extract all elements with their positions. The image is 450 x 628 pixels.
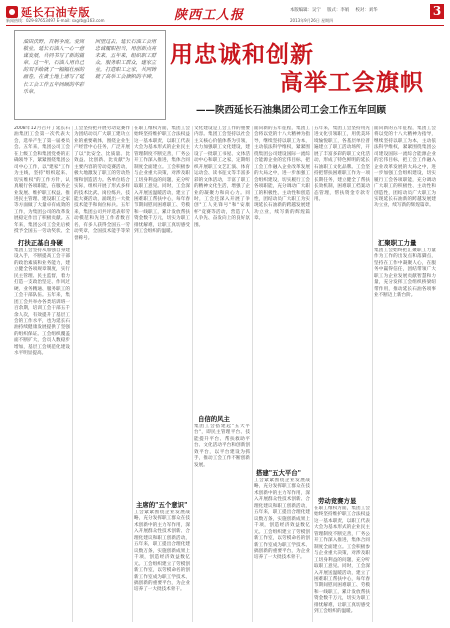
subhead-2: 主席的"五个意识" [136,501,188,509]
subhead-1: 打扶正基自身硬 [18,239,63,247]
subhead-3: 自信的风主 [198,415,230,423]
article-column-5b: 工会紧紧围绕企业发展战略，充分发挥职工群众在技术创新中的主力军作用，深入开展群众性技术创新、合理化建议和职工创新活动，五年来，职工提出合理化建议数万条，实施创新成果上千项，创造经济效益数亿元。工会组织建立了劳模创新工作室，以劳模命名的创新工作室成为职工学技术、搞创新的重要平台，为企业培养了一大批技术骨干。 [254,478,310,561]
headline-line-2: 高举工会旗帜 [280,69,424,96]
article-column-3: 在职工维权方面，集团工会始终坚持维护职工合法权益这一基本职责，以职工代表大会为基本形式的企业民主管理制度不断完善，厂务公开工作深入推进，集体合同制度全面建立。工会积极参与企业重大决策，对涉及职工切身利益的问题，充分听取职工意见。同时，工会深入开展送温暖活动，建立了困难职工帮扶中心，每年春节期间慰问困难职工、劳模和一线职工，累计发放帮扶资金数千万元，切实为职工排忧解难，让职工真切感受到工会组织的温暖。 [134,126,190,235]
article-column-1: 2008年12月召开了延长石油集团工会第一次代表大会，选举产生了第一届委员会。五年来，集团公司工会在上级工会和集团党委的正确领导下，紧紧围绕集团公司中心工作，以"建家"工作为主线，坚持"组织起来、切实维权"的工作方针，认真履行各项职能，在服务企业发展、维护职工权益、推进民主管理、建设职工之家等方面做了大量卓有成效的工作，为集团公司的改革发展稳定作出了积极贡献。五年来，集团公司工会先后被授予全国五一劳动奖状、全 [14,126,70,234]
article-column-6: 五年来，集团工会坚持用先进文化引领职工，用优美环境愉悦职工，各基层单位普遍建立了职工活动场所，开展了丰富多彩的职工文化活动，形成了特色鲜明的延长石油职工文化品牌。工会坚持把帮扶困难职工作为一项长期任务，建立健全了帮扶长效机制，困难职工档案动态管理，帮扶资金专款专用。 [314,126,370,202]
headline-subtitle: ——陕西延长石油集团公司工会工作五年回顾 [196,105,387,116]
subhead-5: 劳动竞赛方显 [318,497,357,505]
article-column-4: 文化建设是工会工作的重要内容。集团工会坚持以社会主义核心价值体系为引领，大力加强职工文化建设，建设了一批职工书屋、文体活动中心和职工之家，定期组织开展职工文艺汇演、体育运动会、读书征文等丰富多彩的文体活动，丰富了职工的精神文化生活，增强了企业的凝聚力和向心力。同时，工会还深入开展了争创"工人先锋号"和"安康杯"竞赛等活动，营造了人人争先、奋发向上的良好氛围。 [194,126,250,228]
article-column-5: 面向新的五年征程，集团工会将以党的十八大精神为指导，继续坚持以职工为本，主动依法科学维权，紧紧围绕集团公司建设国际一流综合能源企业的宏伟目标，把工会工作融入企业改革发展的大局之中，进一步加强工会组织建设，切实履行工会各项职能，充分调动广大职工的积极性、主动性和创造性，团结动员广大职工为实现延长石油新的跨越发展建功立业，续写新的辉煌篇章。 [254,126,310,222]
article-column-1b: 集团工会坚持从加强自身建设入手，不断提高工会干部的政治素质和业务能力，建立健全各项规章制度，实行民主管理、民主监督，着力打造一支政治坚定、作风过硬、业务精通、服务职工的工会干部队伍。五年来，集团工会共举办各类培训班一百余期，培训工会干部五千余人次，有效提升了基层工会的工作水平，也为延长石油持续健康发展提供了坚强的组织保证。工会组织覆盖面不断扩大，会员人数稳步增加，基层工会规范化建设水平明显提高。 [14,248,70,357]
article-column-4b: 集团工会搭建起"五大平台"，即民主管理平台、技能提升平台、帮扶救助平台、文化活动平台和创新创效平台，以平台建设为抓手，推动工会工作不断创新发展。 [194,424,250,468]
column-divider [72,126,73,622]
masthead-subline [6,18,444,24]
article-column-3b: 工会紧紧围绕企业发展战略，充分发挥职工群众在技术创新中的主力军作用，深入开展群众性技术创新、合理化建议和职工创新活动，五年来，职工提出合理化建议数万条，实施创新成果上千项，创造经济效益数亿元。工会组织建立了劳模创新工作室，以劳模命名的创新工作室成为职工学技术、搞创新的重要平台，为企业培养了一大批技术骨干。 [134,510,190,593]
issue-date: 2013年9月26日 星期四 [290,18,334,23]
subhead-4: 搭建"五大平台" [256,469,302,477]
article-column-7b: 集团工会始终把汇聚职工力量作为工作的出发点和落脚点，坚持在工作中凝聚人心，在服务中赢得信任，团结带领广大职工为企业发展贡献智慧和力量，充分发挥工会组织桥梁纽带作用，推动延长石油各项事业不断迈上新台阶。 [374,248,436,299]
editor-credits [290,7,383,13]
column-divider [252,126,253,622]
article-column-2: 工会坚持把开展劳动竞赛作为团结动员广大职工建功立业的重要载体，围绕企业生产经营中心任务，广泛开展了以"比安全、比质量、比效益、比创新、比贡献"为主要内容的劳动竞赛活动，极大地激发了职工的劳动热情和创造活力。各单位结合实际，组织开展了形式多样的技术比武、岗位练兵、技能大赛活动，涌现出一大批技术能手和岗位标兵。五年来，集团公司共评选表彰劳动模范和先进工作者数百名，有多人获得全国五一劳动奖章，全国技术能手等荣誉称号。 [74,126,130,241]
subhead-6: 汇聚职工力量 [378,239,417,247]
quote-column-1: 油田沃野，百舸争流。爱岗敬业，延长石油人一心一意谋发展，共同书写了新的篇章。这一年，石油人用自己的双手绘就了一幅幅壮丽的画卷，在黄土地上谱写了延长工会工作五年回顾的华彩乐章。 [23,39,85,95]
paper-name: 陕西工人报 [174,8,245,23]
proof-credit: 校对：刘华 [355,8,378,13]
quote-column-2: 回望过去，延长石油工会用忠诚履职担当，用创新点亮未来。五年来，组织职工群众，服务职工群众，建家立业，打造职工之家，共同铸就了高举工会旗帜的丰碑。 [95,39,157,81]
intro-quote-box [14,30,166,120]
editor-credit: 本版编辑：吴宁 [290,8,321,13]
column-divider [192,126,193,622]
headline-line-1: 用忠诚和创新 [170,41,314,68]
column-divider [132,126,133,622]
reviewer-credit: 版式：李娟 [327,8,350,13]
page-number: 3 [430,4,444,19]
section-name: 延长石油专版 [21,6,90,19]
article-column-6b: 在职工维权方面，集团工会始终坚持维护职工合法权益这一基本职责，以职工代表大会为基本形式的企业民主管理制度不断完善，厂务公开工作深入推进，集体合同制度全面建立。工会积极参与企业重大决策，对涉及职工切身利益的问题，充分听取职工意见。同时，工会深入开展送温暖活动，建立了困难职工帮扶中心，每年春节期间慰问困难职工、劳模和一线职工，累计发放帮扶资金数千万元，切实为职工排忧解难，让职工真切感受到工会组织的温暖。 [314,506,370,615]
masthead-rule [6,25,444,26]
company-logo-icon [6,6,18,18]
hotline: 新闻热线：029-87653497 E-mail: sxgrb@163.com [6,18,105,23]
headline-block [170,36,440,118]
column-divider [312,126,313,622]
article-column-7: 面向新的五年征程，集团工会将以党的十八大精神为指导，继续坚持以职工为本，主动依法科学维权，紧紧围绕集团公司建设国际一流综合能源企业的宏伟目标，把工会工作融入企业改革发展的大局之中，进一步加强工会组织建设，切实履行工会各项职能，充分调动广大职工的积极性、主动性和创造性，团结动员广大职工为实现延长石油新的跨越发展建功立业，续写新的辉煌篇章。 [374,126,436,209]
column-divider [372,126,373,622]
